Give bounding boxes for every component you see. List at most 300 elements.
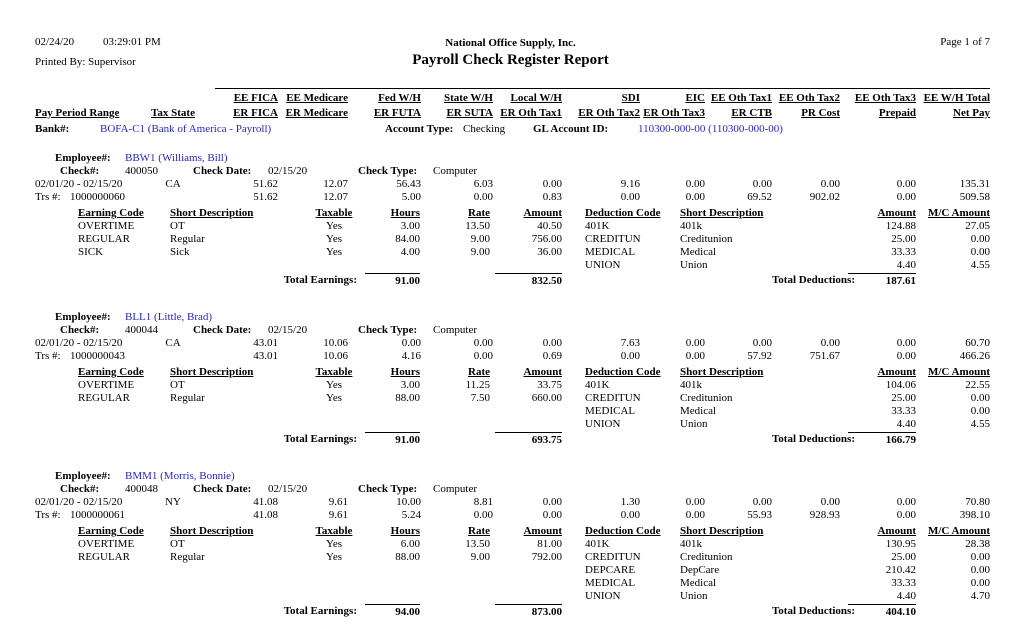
deduction-code: 401K — [585, 379, 610, 391]
detail-header-row — [0, 207, 1021, 220]
deduction-description: Medical — [680, 577, 717, 589]
tax-value: 466.26 — [959, 350, 990, 362]
earning-amount: 40.50 — [537, 220, 562, 232]
earning-hours: 84.00 — [395, 233, 420, 245]
column-header: EE W/H Total — [923, 92, 990, 104]
tax-value: 0.00 — [820, 496, 840, 508]
deduction-row — [570, 220, 1021, 233]
total-deductions-label: Total Deductions: — [771, 274, 855, 286]
employee-line — [0, 311, 1021, 324]
column-header: ER FICA — [233, 107, 278, 119]
employee-blocks — [0, 152, 1021, 625]
earning-code: REGULAR — [78, 551, 130, 563]
employee-label: Employee#: — [55, 311, 111, 323]
deduction-code-header: Deduction Code — [585, 366, 661, 378]
tax-value: 0.00 — [620, 350, 640, 362]
check-line — [0, 165, 1021, 178]
employee-line — [0, 470, 1021, 483]
er-tax-values — [0, 509, 1021, 522]
earning-hours: 88.00 — [395, 392, 420, 404]
deduction-mc-amount: 0.00 — [970, 551, 990, 563]
er-column-headers — [0, 106, 1021, 120]
deduction-mc-amount: 22.55 — [965, 379, 990, 391]
deduction-mc-amount: 4.55 — [970, 418, 990, 430]
deduction-mc-amount: 0.00 — [970, 233, 990, 245]
pay-period-range-header: Pay Period Range — [35, 107, 120, 119]
earning-amount-header: Amount — [523, 366, 562, 378]
earning-taxable: Yes — [325, 246, 342, 258]
column-header: State W/H — [444, 92, 493, 104]
column-header: EE Oth Tax2 — [778, 92, 840, 104]
earning-code-header: Earning Code — [78, 366, 144, 378]
trs-label: Trs #: — [35, 191, 61, 203]
tax-value: 9.61 — [328, 509, 348, 521]
deduction-amount: 210.42 — [885, 564, 916, 576]
employee-id: BLL1 (Little, Brad) — [125, 311, 213, 323]
tax-value: 41.08 — [253, 509, 278, 521]
check-type-label: Check Type: — [358, 324, 418, 336]
hours-header: Hours — [390, 366, 420, 378]
check-date: 02/15/20 — [268, 324, 308, 336]
tax-value: 0.00 — [685, 337, 705, 349]
deductions-list — [570, 220, 1021, 272]
earning-hours: 3.00 — [400, 220, 420, 232]
tax-value: 751.67 — [809, 350, 840, 362]
earning-description: OT — [170, 538, 185, 550]
check-type: Computer — [433, 165, 477, 177]
hours-header: Hours — [390, 525, 420, 537]
deduction-mc-amount: 4.55 — [970, 259, 990, 271]
tax-value: 55.93 — [747, 509, 772, 521]
tax-state: NY — [165, 496, 181, 508]
deduction-row — [570, 233, 1021, 246]
earning-code-header: Earning Code — [78, 525, 144, 537]
deduction-mc-amount: 0.00 — [970, 405, 990, 417]
deduction-row — [570, 392, 1021, 405]
earnings-list — [0, 538, 570, 564]
tax-value: 57.92 — [747, 350, 772, 362]
deduction-code: CREDITUN — [585, 392, 641, 404]
earnings-list — [0, 220, 570, 259]
deduction-amount-header: Amount — [877, 366, 916, 378]
column-header: Fed W/H — [378, 92, 421, 104]
rate-header: Rate — [468, 207, 490, 219]
total-deductions-label: Total Deductions: — [771, 605, 855, 617]
tax-state: CA — [165, 337, 181, 349]
deduction-amount: 25.00 — [891, 233, 916, 245]
deduction-row — [570, 577, 1021, 590]
deduction-amount: 33.33 — [891, 577, 916, 589]
deduction-code-header: Deduction Code — [585, 207, 661, 219]
deduction-amount: 25.00 — [891, 392, 916, 404]
rate-header: Rate — [468, 525, 490, 537]
tax-value: 509.58 — [959, 191, 990, 203]
tax-value: 0.00 — [896, 178, 916, 190]
total-deductions-amount: 187.61 — [848, 273, 916, 289]
deduction-description: Union — [680, 590, 708, 602]
total-earnings-amount: 832.50 — [495, 273, 562, 289]
total-earnings-label: Total Earnings: — [283, 274, 357, 286]
deduction-row — [570, 564, 1021, 577]
ee-column-headers — [0, 91, 1021, 105]
detail-header-row — [0, 366, 1021, 379]
column-header: Net Pay — [953, 107, 990, 119]
employee-block — [0, 470, 1021, 620]
earning-code: REGULAR — [78, 233, 130, 245]
mc-amount-header: M/C Amount — [927, 525, 990, 537]
earning-amount: 33.75 — [537, 379, 562, 391]
earnings-list — [0, 379, 570, 405]
deduction-row — [570, 538, 1021, 551]
deduction-row — [570, 246, 1021, 259]
employee-label: Employee#: — [55, 470, 111, 482]
tax-value: 9.61 — [328, 496, 348, 508]
earning-description: Regular — [170, 551, 205, 563]
deduction-description: Union — [680, 418, 708, 430]
tax-value: 0.00 — [685, 191, 705, 203]
tax-value: 43.01 — [253, 350, 278, 362]
tax-value: 0.00 — [473, 509, 493, 521]
detail-rows — [0, 379, 1021, 431]
earning-code: OVERTIME — [78, 379, 135, 391]
tax-value: 0.00 — [620, 509, 640, 521]
er-tax-values — [0, 191, 1021, 204]
earning-hours: 88.00 — [395, 551, 420, 563]
earning-taxable: Yes — [325, 538, 342, 550]
tax-value: 135.31 — [959, 178, 990, 190]
tax-value: 0.00 — [542, 337, 562, 349]
total-deductions-amount: 404.10 — [848, 604, 916, 620]
check-date-label: Check Date: — [193, 324, 252, 336]
earning-description: OT — [170, 220, 185, 232]
earning-rate: 13.50 — [465, 220, 490, 232]
check-date-label: Check Date: — [193, 483, 252, 495]
earning-row — [0, 246, 570, 259]
tax-value: 69.52 — [747, 191, 772, 203]
pay-period-range: 02/01/20 - 02/15/20 — [35, 178, 123, 190]
total-earnings-amount: 873.00 — [495, 604, 562, 620]
deduction-row — [570, 405, 1021, 418]
check-line — [0, 483, 1021, 496]
tax-value: 398.10 — [959, 509, 990, 521]
check-number: 400044 — [125, 324, 158, 336]
check-date: 02/15/20 — [268, 483, 308, 495]
tax-value: 10.06 — [323, 337, 348, 349]
deduction-amount: 33.33 — [891, 246, 916, 258]
deduction-row — [570, 590, 1021, 603]
deduction-mc-amount: 0.00 — [970, 577, 990, 589]
tax-value: 5.24 — [401, 509, 421, 521]
tax-value: 10.00 — [396, 496, 421, 508]
print-date: 02/24/20 — [35, 36, 75, 48]
tax-value: 51.62 — [253, 178, 278, 190]
detail-header-row — [0, 525, 1021, 538]
earning-description-header: Short Description — [170, 525, 254, 537]
deduction-description: Union — [680, 259, 708, 271]
earning-amount: 660.00 — [531, 392, 562, 404]
column-header: ER SUTA — [446, 107, 493, 119]
tax-row-er — [0, 191, 1021, 204]
earning-hours: 4.00 — [400, 246, 420, 258]
tax-state-header: Tax State — [151, 107, 195, 119]
deductions-list — [570, 538, 1021, 603]
column-header: ER Oth Tax3 — [643, 107, 705, 119]
deduction-code: 401K — [585, 220, 610, 232]
deduction-row — [570, 379, 1021, 392]
tax-value: 0.00 — [752, 337, 772, 349]
totals-row — [0, 432, 1021, 448]
deduction-amount: 4.40 — [896, 418, 916, 430]
mc-amount-header: M/C Amount — [927, 207, 990, 219]
deduction-mc-amount: 27.05 — [965, 220, 990, 232]
earning-taxable: Yes — [325, 220, 342, 232]
column-header: EE FICA — [233, 92, 278, 104]
deduction-row — [570, 551, 1021, 564]
tax-value: 0.00 — [752, 178, 772, 190]
gl-account-value: 110300-000-00 (110300-000-00) — [638, 123, 783, 135]
earning-description-header: Short Description — [170, 366, 254, 378]
tax-value: 6.03 — [473, 178, 493, 190]
deduction-code: CREDITUN — [585, 551, 641, 563]
tax-value: 43.01 — [253, 337, 278, 349]
tax-row-ee — [0, 178, 1021, 191]
earning-hours: 3.00 — [400, 379, 420, 391]
earning-amount: 792.00 — [531, 551, 562, 563]
earning-row — [0, 233, 570, 246]
earning-code: OVERTIME — [78, 538, 135, 550]
tax-value: 9.16 — [620, 178, 640, 190]
earning-description: Regular — [170, 392, 205, 404]
tax-value: 0.00 — [473, 337, 493, 349]
earning-hours: 6.00 — [400, 538, 420, 550]
earning-rate: 9.00 — [470, 551, 490, 563]
deduction-amount: 130.95 — [885, 538, 916, 550]
tax-value: 0.00 — [685, 509, 705, 521]
deduction-description-header: Short Description — [680, 525, 764, 537]
check-number: 400050 — [125, 165, 158, 177]
check-number-label: Check#: — [60, 324, 100, 336]
check-number-label: Check#: — [60, 165, 100, 177]
column-header: EE Medicare — [286, 92, 348, 104]
deduction-code: UNION — [585, 590, 621, 602]
tax-value: 70.80 — [965, 496, 990, 508]
check-type-label: Check Type: — [358, 165, 418, 177]
tax-value: 0.00 — [542, 496, 562, 508]
tax-value: 0.00 — [896, 337, 916, 349]
earning-taxable: Yes — [325, 392, 342, 404]
tax-value: 0.00 — [685, 178, 705, 190]
employee-id: BMM1 (Morris, Bonnie) — [125, 470, 235, 482]
tax-value: 0.00 — [685, 496, 705, 508]
tax-value: 41.08 — [253, 496, 278, 508]
deductions-list — [570, 379, 1021, 431]
pay-period-range: 02/01/20 - 02/15/20 — [35, 337, 123, 349]
trs-label: Trs #: — [35, 509, 61, 521]
bank-value: BOFA-C1 (Bank of America - Payroll) — [100, 123, 272, 135]
earning-amount-header: Amount — [523, 207, 562, 219]
earning-rate: 9.00 — [470, 246, 490, 258]
total-deductions-amount: 166.79 — [848, 432, 916, 448]
ee-tax-values — [0, 337, 1021, 350]
tax-value: 0.83 — [542, 191, 562, 203]
column-header: Local W/H — [510, 92, 562, 104]
trs-label: Trs #: — [35, 350, 61, 362]
column-header: EE Oth Tax3 — [854, 92, 916, 104]
tax-value: 60.70 — [965, 337, 990, 349]
tax-value: 56.43 — [396, 178, 421, 190]
tax-row-ee — [0, 496, 1021, 509]
earning-description-header: Short Description — [170, 207, 254, 219]
deduction-description-header: Short Description — [680, 366, 764, 378]
deduction-description: Creditunion — [680, 551, 733, 563]
earning-description: Regular — [170, 233, 205, 245]
report-title: Payroll Check Register Report — [412, 52, 609, 68]
deduction-amount: 33.33 — [891, 405, 916, 417]
tax-value: 0.00 — [473, 191, 493, 203]
deduction-mc-amount: 28.38 — [965, 538, 990, 550]
total-hours: 91.00 — [365, 273, 420, 289]
tax-value: 12.07 — [323, 191, 348, 203]
tax-state: CA — [165, 178, 181, 190]
deduction-description: Medical — [680, 405, 717, 417]
deduction-description: Creditunion — [680, 392, 733, 404]
company-name: National Office Supply, Inc. — [445, 37, 576, 49]
deduction-description: 401k — [680, 220, 702, 232]
column-header: EE Oth Tax1 — [710, 92, 772, 104]
deduction-description: 401k — [680, 379, 702, 391]
taxable-header: Taxable — [315, 207, 353, 219]
employee-id: BBW1 (Williams, Bill) — [125, 152, 228, 164]
total-deductions-label: Total Deductions: — [771, 433, 855, 445]
earning-taxable: Yes — [325, 379, 342, 391]
tax-value: 7.63 — [620, 337, 640, 349]
tax-value: 0.00 — [896, 496, 916, 508]
earning-row — [0, 379, 570, 392]
deduction-description: Medical — [680, 246, 717, 258]
account-type-value: Checking — [463, 123, 506, 135]
tax-value: 0.00 — [820, 178, 840, 190]
earning-rate: 7.50 — [470, 392, 490, 404]
tax-value: 8.81 — [473, 496, 493, 508]
column-header: SDI — [621, 92, 640, 104]
deduction-amount: 4.40 — [896, 259, 916, 271]
pay-period-range: 02/01/20 - 02/15/20 — [35, 496, 123, 508]
deduction-mc-amount: 4.70 — [970, 590, 990, 602]
deduction-amount: 4.40 — [896, 590, 916, 602]
total-hours: 91.00 — [365, 432, 420, 448]
tax-value: 4.16 — [401, 350, 421, 362]
deduction-code: UNION — [585, 418, 621, 430]
tax-value: 12.07 — [323, 178, 348, 190]
column-header: EIC — [685, 92, 705, 104]
detail-rows — [0, 220, 1021, 272]
mc-amount-header: M/C Amount — [927, 366, 990, 378]
deduction-code: MEDICAL — [585, 405, 636, 417]
employee-line — [0, 152, 1021, 165]
tax-value: 0.00 — [685, 350, 705, 362]
check-type: Computer — [433, 324, 477, 336]
tax-value: 0.69 — [542, 350, 562, 362]
earning-row — [0, 538, 570, 551]
ee-tax-values — [0, 178, 1021, 191]
column-header: ER Medicare — [285, 107, 348, 119]
tax-value: 0.00 — [542, 178, 562, 190]
trs-number: 1000000061 — [70, 509, 125, 521]
deduction-code: MEDICAL — [585, 577, 636, 589]
earning-taxable: Yes — [325, 551, 342, 563]
page-number: Page 1 of 7 — [940, 36, 990, 48]
trs-number: 1000000043 — [70, 350, 125, 362]
total-earnings-amount: 693.75 — [495, 432, 562, 448]
deduction-code: MEDICAL — [585, 246, 636, 258]
tax-value: 10.06 — [323, 350, 348, 362]
deduction-mc-amount: 0.00 — [970, 564, 990, 576]
deduction-code: CREDITUN — [585, 233, 641, 245]
employee-block — [0, 152, 1021, 289]
check-line — [0, 324, 1021, 337]
deduction-description: DepCare — [680, 564, 720, 576]
tax-row-er — [0, 350, 1021, 363]
deduction-mc-amount: 0.00 — [970, 392, 990, 404]
gl-account-label: GL Account ID: — [533, 123, 609, 135]
column-header: ER Oth Tax1 — [500, 107, 562, 119]
total-hours: 94.00 — [365, 604, 420, 620]
column-header: ER Oth Tax2 — [578, 107, 640, 119]
deduction-description: 401k — [680, 538, 702, 550]
earning-amount: 36.00 — [537, 246, 562, 258]
tax-value: 0.00 — [473, 350, 493, 362]
printed-by: Printed By: Supervisor — [35, 56, 136, 68]
earning-code-header: Earning Code — [78, 207, 144, 219]
tax-value: 0.00 — [896, 350, 916, 362]
tax-value: 0.00 — [752, 496, 772, 508]
earning-code: OVERTIME — [78, 220, 135, 232]
tax-value: 5.00 — [401, 191, 421, 203]
check-date-label: Check Date: — [193, 165, 252, 177]
deduction-amount-header: Amount — [877, 525, 916, 537]
totals-row — [0, 604, 1021, 620]
deduction-mc-amount: 0.00 — [970, 246, 990, 258]
tax-value: 0.00 — [896, 509, 916, 521]
tax-row-er — [0, 509, 1021, 522]
bank-label: Bank#: — [35, 123, 70, 135]
tax-value: 0.00 — [620, 191, 640, 203]
detail-rows — [0, 538, 1021, 603]
deduction-amount: 104.06 — [885, 379, 916, 391]
employee-label: Employee#: — [55, 152, 111, 164]
tax-value: 902.02 — [809, 191, 840, 203]
bank-line — [0, 122, 1021, 136]
rate-header: Rate — [468, 366, 490, 378]
deduction-code: 401K — [585, 538, 610, 550]
deduction-row — [570, 418, 1021, 431]
header-rule — [215, 88, 990, 89]
earning-description: OT — [170, 379, 185, 391]
earning-description: Sick — [170, 246, 190, 258]
taxable-header: Taxable — [315, 525, 353, 537]
hours-header: Hours — [390, 207, 420, 219]
earning-row — [0, 220, 570, 233]
column-header: PR Cost — [801, 107, 840, 119]
column-header-row-1 — [0, 91, 1021, 105]
deduction-code-header: Deduction Code — [585, 525, 661, 537]
employee-block — [0, 311, 1021, 448]
check-number-label: Check#: — [60, 483, 100, 495]
earning-taxable: Yes — [325, 233, 342, 245]
deduction-amount-header: Amount — [877, 207, 916, 219]
earning-amount: 81.00 — [537, 538, 562, 550]
check-date: 02/15/20 — [268, 165, 308, 177]
